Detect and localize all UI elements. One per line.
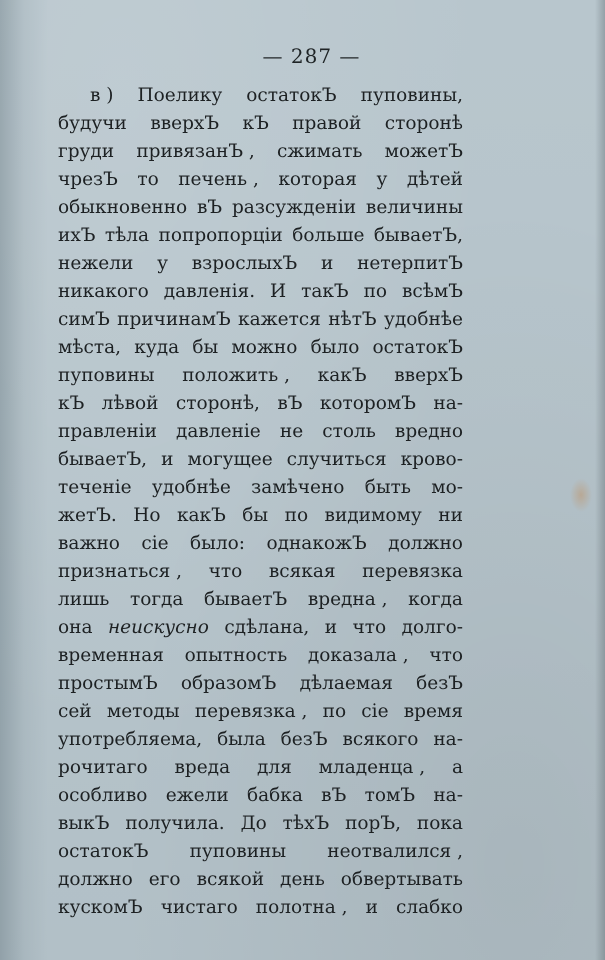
word: и (161, 449, 174, 470)
word: груди (58, 141, 115, 162)
word: положить , (182, 365, 290, 386)
word: ежели (165, 785, 229, 806)
word: особливо (58, 785, 148, 806)
body-text (58, 82, 463, 922)
word: кажется (238, 309, 321, 330)
word: Но (133, 505, 161, 526)
word: остатокЪ (58, 841, 149, 862)
word: и (365, 897, 378, 918)
word: на- (433, 785, 463, 806)
word: у (157, 253, 168, 274)
word: дѣтей (406, 169, 463, 190)
word: томЪ (364, 785, 416, 806)
word: мо- (431, 477, 463, 498)
word: теченіе (58, 477, 132, 498)
word: сторонѣ (384, 113, 463, 134)
word: можетЪ (384, 141, 463, 162)
word: что (352, 617, 387, 638)
text-line (58, 222, 463, 250)
word: какЪ (317, 365, 367, 386)
word: вЪ (321, 785, 347, 806)
word: кЪ (58, 393, 85, 414)
word: безЪ (416, 673, 463, 694)
word: по (363, 281, 388, 302)
text-line (58, 474, 463, 502)
word: сжимать (276, 141, 363, 162)
word: никакого (58, 281, 149, 302)
text-line (58, 586, 463, 614)
word: сіе (361, 701, 389, 722)
word: бываетЪ, (58, 449, 148, 470)
word: безЪ (280, 729, 328, 750)
word: слабко (396, 897, 463, 918)
word: получила. (125, 813, 225, 834)
word: вЪ (277, 393, 303, 414)
word: симЪ (58, 309, 110, 330)
word: бываетЪ (204, 589, 288, 610)
word: вредна , (307, 589, 388, 610)
word: обыкновенно (58, 197, 188, 218)
text-line (58, 670, 463, 698)
word: на- (433, 393, 463, 414)
text-line (58, 726, 463, 754)
word: вреда (174, 757, 231, 778)
text-line (58, 754, 463, 782)
word: нежели (58, 253, 134, 274)
word: младенца , (318, 757, 426, 778)
word: удобнѣе (151, 477, 231, 498)
text-line (58, 362, 463, 390)
word: опытность (184, 645, 288, 666)
word: употребляема, (58, 729, 203, 750)
text-line (58, 138, 463, 166)
paper-stain (570, 478, 592, 512)
word: важно (58, 533, 120, 554)
word: быть (364, 477, 411, 498)
word: жетЪ. (58, 505, 117, 526)
page-edge-shadow (595, 0, 605, 960)
word: привязанЪ , (136, 141, 255, 162)
word: взрослыхЪ (191, 253, 298, 274)
text-line (58, 502, 463, 530)
word: столь (322, 421, 376, 442)
word: когда (408, 589, 463, 610)
word: для (256, 757, 292, 778)
word: правой (292, 113, 362, 134)
text-line (58, 82, 463, 110)
word: перевязка , (194, 701, 308, 722)
text-line (58, 558, 463, 586)
word: она (58, 617, 93, 638)
text-line (58, 894, 463, 922)
word: по (284, 505, 309, 526)
word: что (208, 561, 243, 582)
word: признаться , (58, 561, 183, 582)
word: полотна , (255, 897, 348, 918)
word: пуповины (58, 365, 155, 386)
word: кЪ (242, 113, 269, 134)
text-line (58, 698, 463, 726)
word: нетерпитЪ (357, 253, 463, 274)
word: рочитаго (58, 757, 148, 778)
page-number: — 287 — (262, 44, 361, 68)
text-line (58, 446, 463, 474)
word: которая (278, 169, 357, 190)
word: лишь (58, 589, 110, 610)
word: в ) (90, 85, 114, 106)
word: мѣста, (58, 337, 122, 358)
word: долго- (401, 617, 463, 638)
word: кускомЪ (58, 897, 143, 918)
word: всякая (268, 561, 336, 582)
word: неискусно (107, 617, 209, 638)
word: крово- (400, 449, 463, 470)
word: доказала , (307, 645, 409, 666)
word: вверхЪ (394, 365, 463, 386)
text-line (58, 418, 463, 446)
word: сей (58, 701, 92, 722)
word: остатокЪ (246, 85, 337, 106)
word: тѣхЪ (282, 813, 330, 834)
word: удобнѣе (383, 309, 463, 330)
word: разсужденіи (231, 197, 357, 218)
word: выкЪ (58, 813, 110, 834)
word: лѣвой (101, 393, 159, 414)
word: всякого (342, 729, 419, 750)
word: величины (365, 197, 463, 218)
word: методы (106, 701, 180, 722)
word: вЪ (197, 197, 223, 218)
text-line (58, 866, 463, 894)
text-line (58, 390, 463, 418)
word: которомЪ (319, 393, 416, 414)
text-line (58, 110, 463, 138)
page-gutter-shadow (0, 0, 48, 960)
word: дѣлаемая (299, 673, 393, 694)
text-line (58, 278, 463, 306)
word: пока (416, 813, 463, 834)
text-line (58, 642, 463, 670)
word: а (451, 757, 463, 778)
word: можно (231, 337, 298, 358)
word: неотвалился , (327, 841, 463, 862)
word: вредно (394, 421, 463, 442)
word: его (148, 869, 181, 890)
word: всякой (196, 869, 265, 890)
word: простымЪ (58, 673, 158, 694)
word: причинамЪ (117, 309, 231, 330)
word: замѣчено (251, 477, 345, 498)
word: что (429, 645, 463, 666)
word: на- (433, 729, 463, 750)
word: время (403, 701, 463, 722)
word: и (320, 253, 334, 274)
word: какЪ (176, 505, 226, 526)
word: всѣмЪ (401, 281, 463, 302)
word: чрезЪ (58, 169, 118, 190)
word: однакожЪ (266, 533, 367, 554)
text-line (58, 194, 463, 222)
word: чистаго (160, 897, 238, 918)
text-line (58, 530, 463, 558)
word: ихЪ (58, 225, 96, 246)
word: бываетЪ, (373, 225, 463, 246)
word: была (217, 729, 266, 750)
word: порЪ, (345, 813, 401, 834)
word: видимому (324, 505, 422, 526)
word: печень , (178, 169, 259, 190)
word: случиться (286, 449, 387, 470)
word: Поелику (137, 85, 223, 106)
word: тѣла (104, 225, 150, 246)
word: правленіи (58, 421, 157, 442)
word: остатокЪ (372, 337, 463, 358)
word: давленія. (163, 281, 256, 302)
word: бы (242, 505, 269, 526)
word: было: (190, 533, 246, 554)
word: могущее (187, 449, 273, 470)
word: сдѣлана, (224, 617, 310, 638)
word: куда (134, 337, 180, 358)
word: пуповины, (360, 85, 463, 106)
text-line (58, 782, 463, 810)
word: временная (58, 645, 164, 666)
word: сіе (141, 533, 169, 554)
word: будучи (58, 113, 127, 134)
word: должно (388, 533, 463, 554)
text-line (58, 250, 463, 278)
word: не (279, 421, 304, 442)
text-line (58, 306, 463, 334)
word: попропорціи (158, 225, 283, 246)
word: бы (192, 337, 219, 358)
word: образомЪ (180, 673, 277, 694)
text-line (58, 166, 463, 194)
text-line (58, 810, 463, 838)
word: тогда (129, 589, 184, 610)
word: давленіе (176, 421, 261, 442)
word: у (376, 169, 388, 190)
word: сторонѣ, (175, 393, 260, 414)
word: бабка (246, 785, 303, 806)
word: пуповины (189, 841, 287, 862)
word: До (240, 813, 267, 834)
word: ни (438, 505, 463, 526)
word: обвертывать (340, 869, 463, 890)
word: такЪ (301, 281, 349, 302)
word: и (324, 617, 338, 638)
text-line (58, 838, 463, 866)
word: больше (292, 225, 365, 246)
word: И (270, 281, 287, 302)
word: день (280, 869, 325, 890)
word: должно (58, 869, 133, 890)
word: вверхЪ (150, 113, 220, 134)
word: нѣтЪ (328, 309, 377, 330)
text-line (58, 614, 463, 642)
word: по (322, 701, 347, 722)
word: перевязка (362, 561, 463, 582)
word: то (137, 169, 159, 190)
text-line (58, 334, 463, 362)
word: было (310, 337, 360, 358)
